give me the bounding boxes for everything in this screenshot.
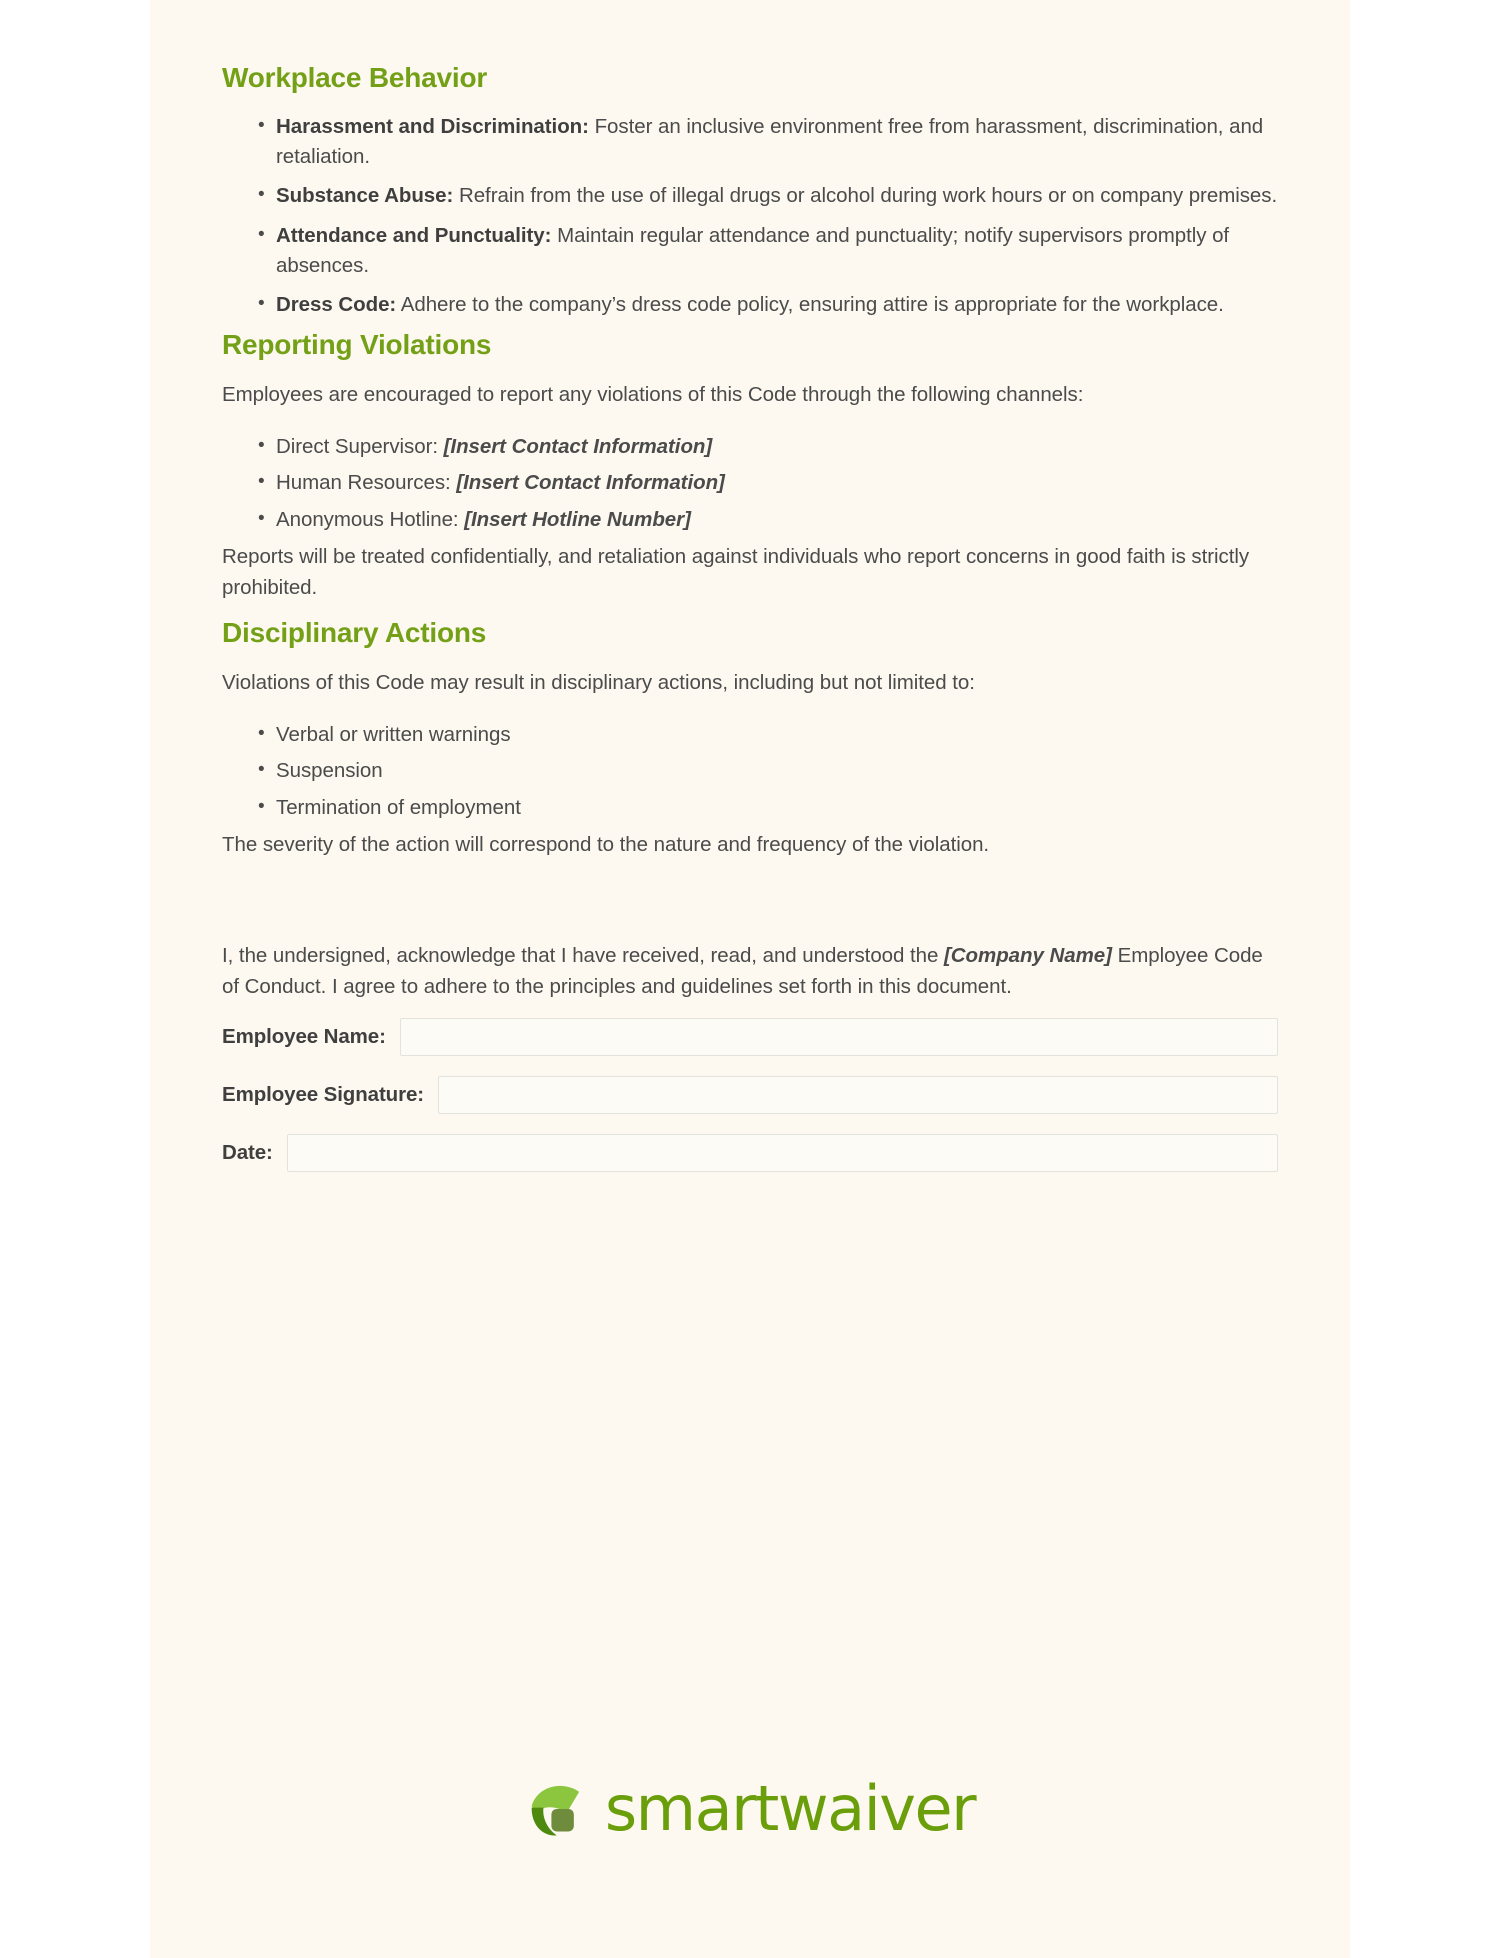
document-page [150, 0, 1350, 1958]
list-item-text: Adhere to the company’s dress code policy, ensuring attire is appropriate for the workplace. [396, 292, 1224, 316]
signature-form [222, 1018, 1278, 1172]
list-item: • Suspension [222, 756, 1278, 786]
smartwaiver-logo [150, 1772, 1350, 1845]
section-heading-disciplinary-actions: Disciplinary Actions [222, 616, 487, 648]
channel-placeholder: [Insert Contact Information] [443, 435, 713, 459]
list-item [222, 468, 1278, 498]
date-input[interactable] [287, 1134, 1278, 1172]
list-item: • Termination of employment [222, 793, 1278, 823]
form-row-date [222, 1134, 1278, 1172]
list-item-text: Maintain regular attendance and punctuality; notify supervisors promptly of absences. [276, 223, 1230, 277]
disciplinary-actions-list [222, 720, 1278, 822]
section-spacer [222, 874, 1278, 940]
date-label: Date: [222, 1141, 273, 1165]
disciplinary-actions-intro: Violations of this Code may result in disciplinary actions, including but not limited to: [222, 671, 975, 695]
reporting-violations-outro: Reports will be treated confidentially, and retaliation against individuals who report concerns in good faith is strictly prohibited. [222, 544, 1250, 599]
list-item: • Verbal or written warnings [222, 720, 1278, 750]
disciplinary-actions-outro: The severity of the action will correspond to the nature and frequency of the violation. [222, 832, 990, 856]
list-item [222, 432, 1278, 462]
list-item-label: Substance Abuse: [276, 184, 454, 208]
list-item-label: Dress Code: [276, 292, 397, 316]
channel-label: Human Resources: [276, 471, 457, 495]
list-item [222, 290, 1278, 320]
company-name-placeholder: [Company Name] [944, 943, 1112, 967]
employee-name-input[interactable] [400, 1018, 1278, 1056]
list-item [222, 221, 1278, 281]
channel-label: Anonymous Hotline: [276, 507, 465, 531]
channel-label: Direct Supervisor: [276, 435, 444, 459]
reporting-channels-list [222, 432, 1278, 534]
list-item-label: Attendance and Punctuality: [276, 223, 552, 247]
smartwaiver-wordmark: smartwaiver [604, 1772, 976, 1845]
acknowledgment-part1: I, the undersigned, acknowledge that I have received, read, and understood the [222, 943, 945, 967]
document-content [150, 0, 1350, 1172]
list-item-label: Harassment and Discrimination: [276, 115, 589, 139]
workplace-behavior-list [222, 112, 1278, 320]
list-item-text: Foster an inclusive environment free from harassment, discrimination, and retaliation. [276, 115, 1264, 169]
acknowledgment-part2: Employee Code of Conduct. I agree to adhere to the principles and guidelines set forth in this document. [222, 943, 1263, 998]
list-item [222, 112, 1278, 172]
smartwaiver-logo-icon [525, 1776, 591, 1842]
section-heading-reporting-violations: Reporting Violations [222, 328, 492, 360]
list-item-text: Refrain from the use of illegal drugs or alcohol during work hours or on company premises. [453, 184, 1278, 208]
section-heading-workplace-behavior: Workplace Behavior [222, 62, 488, 93]
form-row-employee-signature [222, 1076, 1278, 1114]
reporting-violations-intro: Employees are encouraged to report any violations of this Code through the following channels: [222, 383, 1084, 407]
employee-name-label: Employee Name: [222, 1025, 386, 1049]
channel-placeholder: [Insert Hotline Number] [464, 507, 691, 531]
channel-placeholder: [Insert Contact Information] [456, 471, 725, 495]
acknowledgment-paragraph [222, 940, 1278, 1002]
list-item [222, 505, 1278, 535]
employee-signature-label: Employee Signature: [222, 1083, 425, 1107]
form-row-employee-name [222, 1018, 1278, 1056]
list-item [222, 181, 1278, 211]
employee-signature-input[interactable] [438, 1076, 1278, 1114]
